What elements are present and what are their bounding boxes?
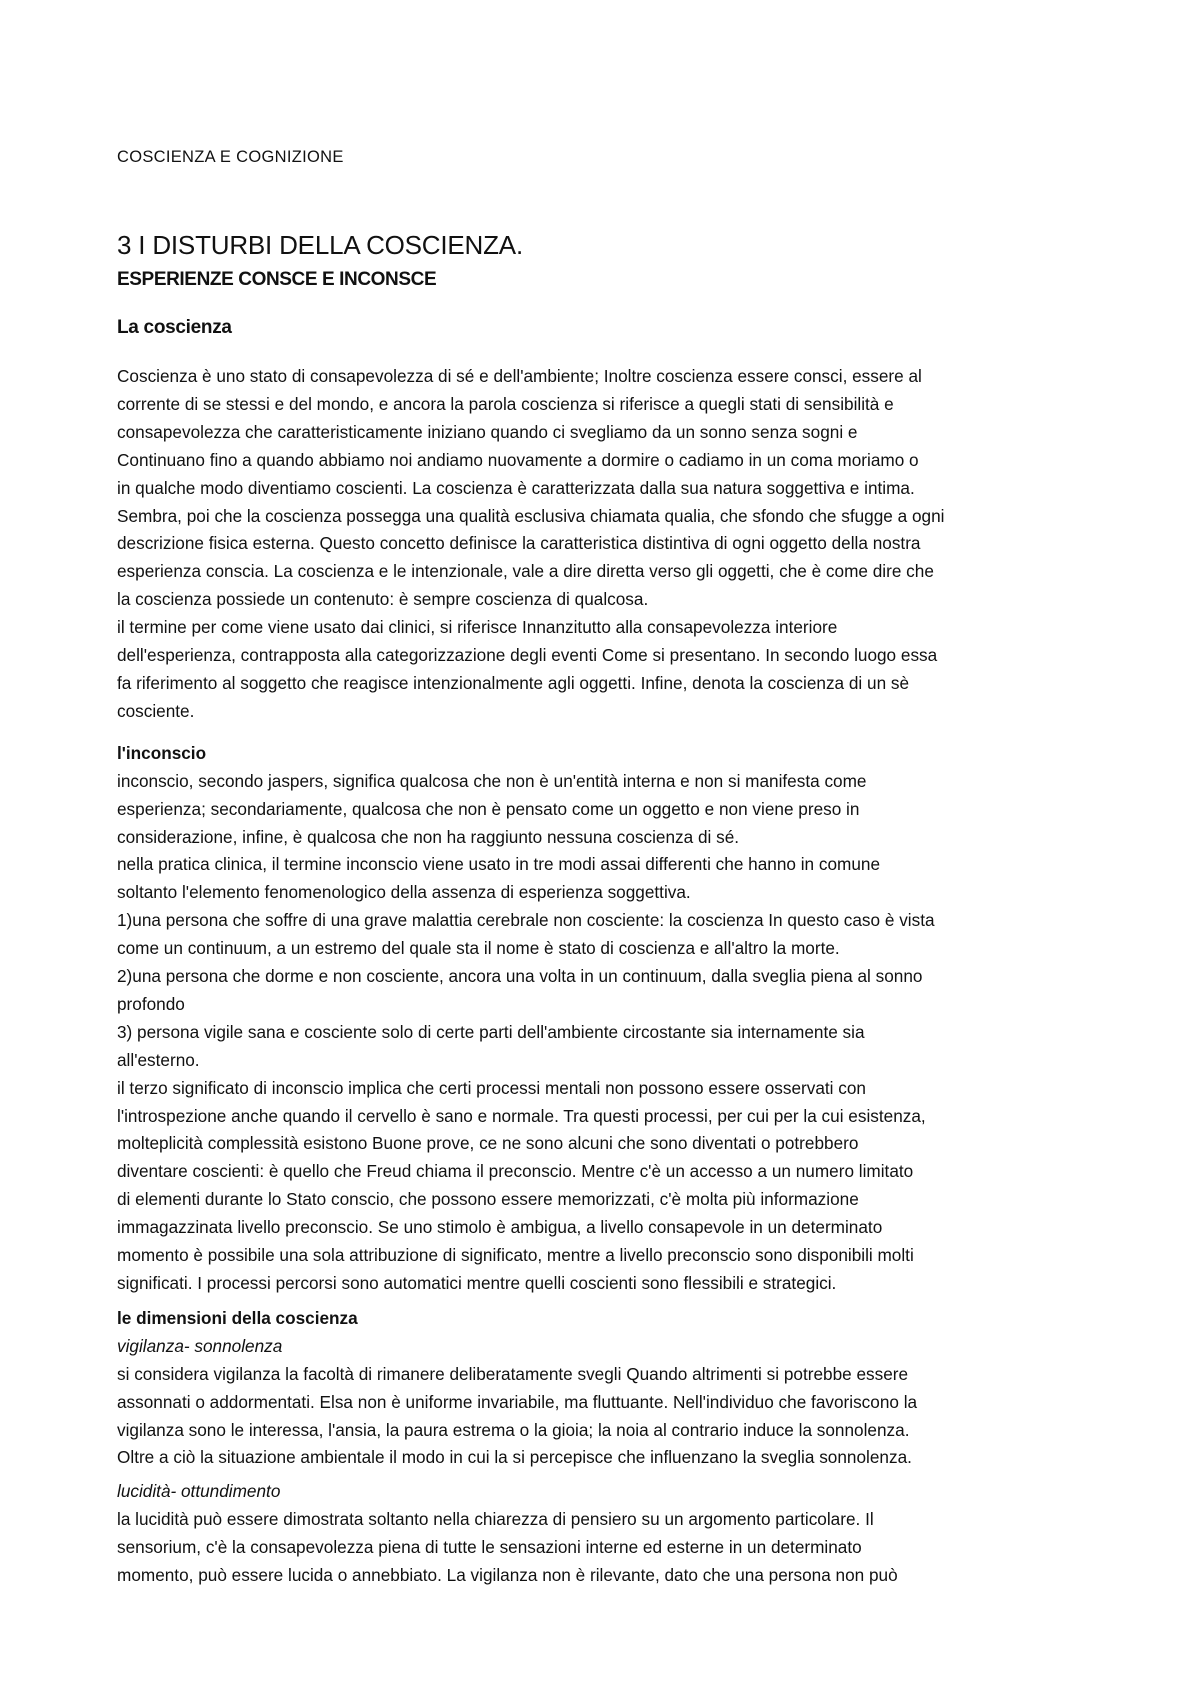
section-title: ESPERIENZE CONSCE E INCONSCE: [117, 269, 437, 290]
dimensioni-heading: le dimensioni della coscienza: [117, 1307, 358, 1328]
text-line: molteplicità complessità esistono Buone prove, ce ne sono alcuni che sono diventati o potrebbero: [117, 1133, 859, 1154]
text-line: vigilanza sono le interessa, l'ansia, la paura estrema o la gioia; la noia al contrario induce la sonnolenza.: [117, 1419, 910, 1440]
text-line: la lucidità può essere dimostrata soltanto nella chiarezza di pensiero su un argomento particolare. Il: [117, 1509, 874, 1530]
subsection-title: La coscienza: [117, 317, 232, 338]
text-line: esperienza conscia. La coscienza e le intenzionale, vale a dire diretta verso gli oggetti, che è come dire che: [117, 561, 934, 582]
text-line: Coscienza è uno stato di consapevolezza di sé e dell'ambiente; Inoltre coscienza essere consci, essere al: [117, 366, 922, 386]
text-line: considerazione, infine, è qualcosa che non ha raggiunto nessuna coscienza di sé.: [117, 826, 740, 847]
text-line: profondo: [117, 993, 185, 1014]
text-line: descrizione fisica esterna. Questo concetto definisce la caratteristica distintiva di ogni oggetto della nostra: [117, 533, 921, 554]
chapter-title: 3 I DISTURBI DELLA COSCIENZA.: [117, 230, 523, 260]
text-line: di elementi durante lo Stato conscio, che possono essere memorizzati, c'è molta più informazione: [117, 1189, 859, 1210]
text-line: Continuano fino a quando abbiamo noi andiamo nuovamente a dormire o cadiamo in un coma moriamo o: [117, 449, 919, 470]
text-line: si considera vigilanza la facoltà di rimanere deliberatamente svegli Quando altrimenti si potrebbe essere: [117, 1363, 909, 1384]
text-line: assonnati o addormentati. Elsa non è uniforme invariabile, ma fluttuante. Nell'individuo che favoriscono la: [117, 1391, 918, 1412]
text-line: 2)una persona che dorme e non cosciente, ancora una volta in un continuum, dalla sveglia piena al sonno: [117, 966, 923, 987]
lucidita-paragraph: [117, 1506, 1107, 1590]
text-line: il terzo significato di inconscio implica che certi processi mentali non possono essere osservati con: [117, 1077, 866, 1098]
text-line: inconscio, secondo jaspers, significa qualcosa che non è un'entità interna e non si manifesta come: [117, 770, 867, 791]
text-line: in qualche modo diventiamo coscienti. La coscienza è caratterizzata dalla sua natura soggettiva e intima.: [117, 477, 915, 498]
coscienza-paragraph: [117, 363, 1107, 726]
inconscio-heading: l'inconscio: [117, 742, 207, 763]
text-line: immagazzinata livello preconscio. Se uno stimolo è ambigua, a livello consapevole in un determinato: [117, 1217, 883, 1238]
text-line: la coscienza possiede un contenuto: è sempre coscienza di qualcosa.: [117, 589, 649, 610]
text-line: soltanto l'elemento fenomenologico della assenza di esperienza soggettiva.: [117, 882, 691, 903]
text-line: 3) persona vigile sana e cosciente solo di certe parti dell'ambiente circostante sia internamente sia: [117, 1021, 865, 1042]
text-line: nella pratica clinica, il termine inconscio viene usato in tre modi assai differenti che hanno in comune: [117, 854, 881, 875]
text-line: consapevolezza che caratteristicamente iniziano quando ci svegliamo da un sonno senza sogni e: [117, 421, 858, 442]
text-line: il termine per come viene usato dai clinici, si riferisce Innanzitutto alla consapevolezza interiore: [117, 617, 838, 638]
text-line: diventare coscienti: è quello che Freud chiama il preconscio. Mentre c'è un accesso a un numero limitato: [117, 1161, 914, 1182]
text-line: Oltre a ciò la situazione ambientale il modo in cui la si percepisce che influenzano la sveglia sonnolenza.: [117, 1447, 912, 1468]
text-line: corrente di se stessi e del mondo, e ancora la parola coscienza si riferisce a quegli stati di sensibilità e: [117, 393, 894, 414]
text-line: momento, può essere lucida o annebbiato. La vigilanza non è rilevante, dato che una persona non può: [117, 1565, 898, 1586]
text-line: sensorium, c'è la consapevolezza piena di tutte le sensazioni interne ed esterne in un determinato: [117, 1537, 862, 1558]
text-line: fa riferimento al soggetto che reagisce intenzionalmente agli oggetti. Infine, denota la coscienza di un sè: [117, 672, 910, 693]
document-content: [117, 147, 1107, 1590]
text-line: all'esterno.: [117, 1049, 200, 1070]
text-line: cosciente.: [117, 700, 195, 721]
text-line: come un continuum, a un estremo del quale sta il nome è stato di coscienza e all'altro la morte.: [117, 938, 840, 959]
text-line: significati. I processi percorsi sono automatici mentre quelli coscienti sono flessibili e strategici.: [117, 1273, 837, 1293]
vigilanza-heading: vigilanza- sonnolenza: [117, 1335, 283, 1356]
text-line: l'introspezione anche quando il cervello è sano e normale. Tra questi processi, per cui per la cui esistenza,: [117, 1105, 926, 1126]
text-line: dell'esperienza, contrapposta alla categorizzazione degli eventi Come si presentano. In secondo luogo essa: [117, 645, 938, 666]
text-line: 1)una persona che soffre di una grave malattia cerebrale non cosciente: la coscienza In questo caso è vista: [117, 910, 935, 931]
text-line: esperienza; secondariamente, qualcosa che non è pensato come un oggetto e non viene preso in: [117, 798, 860, 819]
text-line: Sembra, poi che la coscienza possegga una qualità esclusiva chiamata qualia, che sfondo che sfugge a ogni: [117, 505, 945, 526]
text-line: momento è possibile una sola attribuzione di significato, mentre a livello preconscio sono disponibili molti: [117, 1245, 914, 1266]
lucidita-heading: lucidità- ottundimento: [117, 1481, 281, 1502]
vigilanza-paragraph: [117, 1361, 1107, 1473]
document-header: COSCIENZA E COGNIZIONE: [117, 148, 344, 166]
inconscio-paragraph: [117, 768, 1107, 1298]
